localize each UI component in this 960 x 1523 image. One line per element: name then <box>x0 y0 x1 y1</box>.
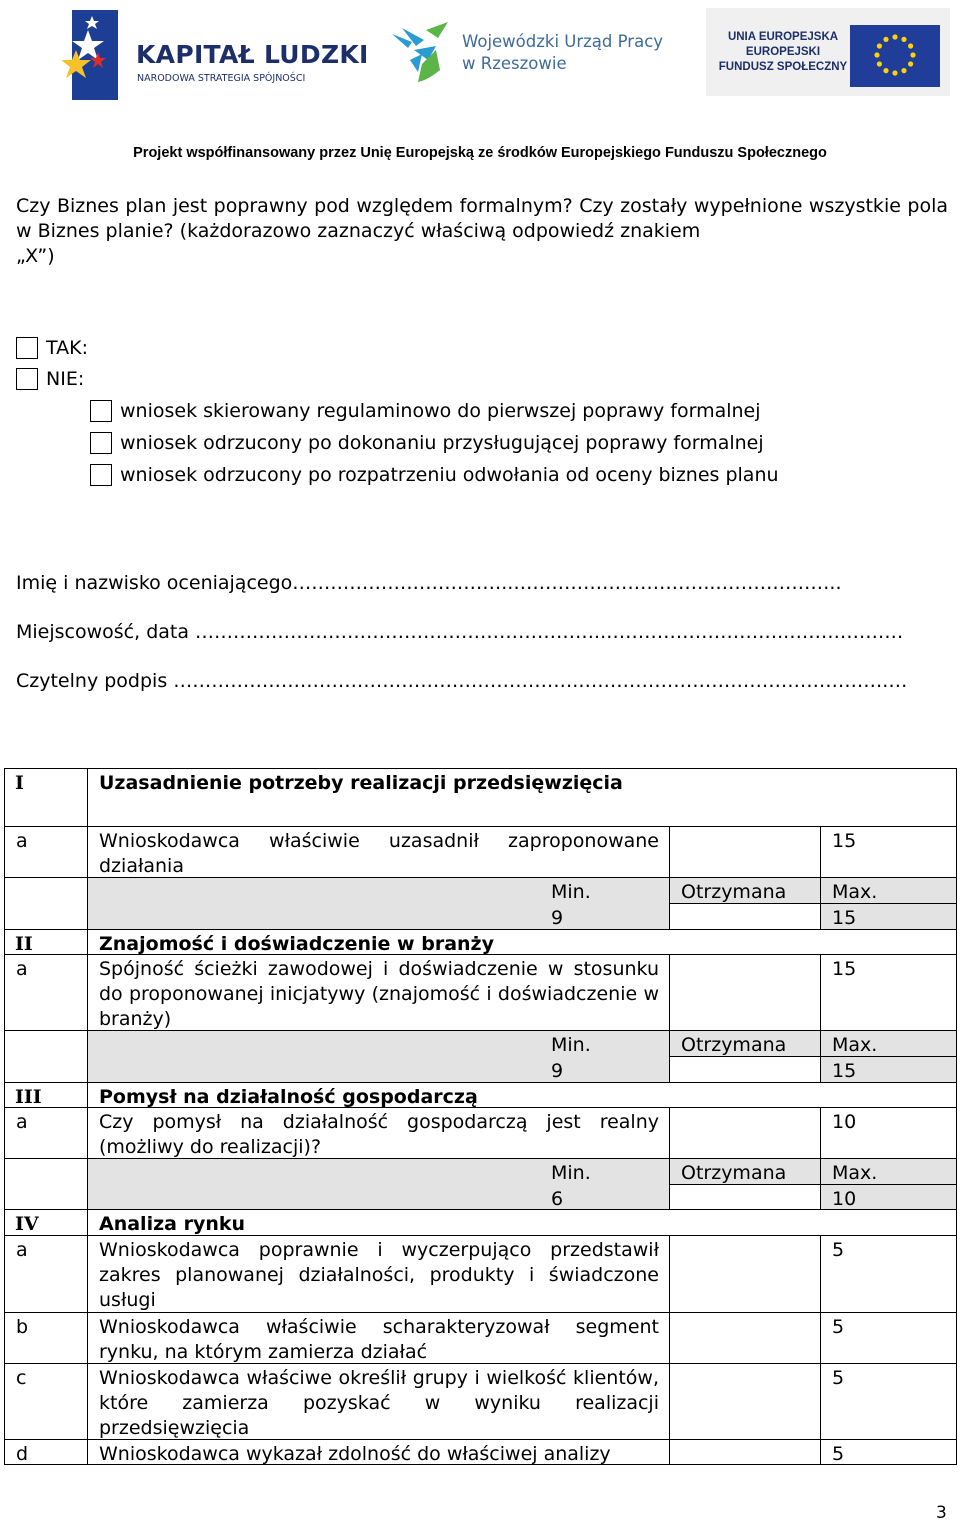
max-label: Max. <box>821 1031 957 1057</box>
option-no-label: NIE: <box>46 368 85 390</box>
wup-name-line1: Wojewódzki Urząd Pracy <box>462 32 664 51</box>
section-number: I <box>4 768 88 827</box>
criterion-letter: a <box>4 1108 88 1159</box>
wup-name-line2: w Rzeszowie <box>462 54 567 73</box>
kapital-ludzki-title: KAPITAŁ LUDZKI <box>136 40 369 69</box>
formal-question-end: „X”) <box>16 245 55 267</box>
score-min-block <box>88 1031 670 1083</box>
wup-bird-icon <box>388 20 458 86</box>
criterion-letter: a <box>4 955 88 1031</box>
criterion-max: 10 <box>821 1108 957 1159</box>
section-title: Znajomość i doświadczenie w branży <box>88 930 957 955</box>
criterion-max: 5 <box>821 1364 957 1440</box>
criterion-score-cell[interactable] <box>670 1440 821 1465</box>
score-min-block <box>88 1159 670 1210</box>
max-value: 15 <box>821 1057 957 1083</box>
eu-line1: UNIA EUROPEJSKA <box>727 31 839 43</box>
sub-option-label: wniosek skierowany regulaminowo do pierwszej poprawy formalnej <box>120 400 761 422</box>
checkbox-rejected-after-correction[interactable] <box>90 432 112 454</box>
option-yes[interactable] <box>16 335 88 361</box>
sub-option-rejected-after-correction[interactable] <box>90 430 764 456</box>
checkbox-yes[interactable] <box>16 337 38 359</box>
page-number: 3 <box>936 1503 947 1523</box>
empty-cell <box>4 1159 88 1210</box>
empty-cell <box>4 878 88 930</box>
section-title: Analiza rynku <box>88 1210 957 1236</box>
option-no[interactable] <box>16 366 84 392</box>
checkbox-no[interactable] <box>16 368 38 390</box>
criterion-text: Wnioskodawca właściwe określił grupy i wielkość klientów, które zamierza pozyskać w wyniku realizacji przedsięwzięcia <box>88 1364 670 1440</box>
section-number: III <box>4 1083 88 1108</box>
kapital-ludzki-subtitle: NARODOWA STRATEGIA SPÓJNOŚCI <box>137 73 306 84</box>
max-value: 10 <box>821 1185 957 1210</box>
sub-option-rejected-after-appeal[interactable] <box>90 462 779 488</box>
formal-question <box>16 194 948 269</box>
max-label: Max. <box>821 878 957 904</box>
kapital-ludzki-mark-icon <box>62 10 118 100</box>
criterion-max: 15 <box>821 955 957 1031</box>
section-title: Uzasadnienie potrzeby realizacji przedsięwzięcia <box>88 768 957 827</box>
sub-option-first-correction[interactable] <box>90 398 761 424</box>
criterion-max: 15 <box>821 827 957 878</box>
criterion-text: Wnioskodawca właściwie uzasadnił zaproponowane działania <box>88 827 670 878</box>
received-score-input[interactable] <box>670 904 821 930</box>
kapital-ludzki-logo <box>62 10 369 102</box>
section-title: Pomysł na działalność gospodarczą <box>88 1083 957 1108</box>
received-score-input[interactable] <box>670 1185 821 1210</box>
min-value: 9 <box>551 907 564 929</box>
option-yes-label: TAK: <box>46 337 88 359</box>
criterion-score-cell[interactable] <box>670 1108 821 1159</box>
received-label: Otrzymana <box>670 878 821 904</box>
min-value: 6 <box>551 1188 564 1210</box>
criterion-text: Spójność ścieżki zawodowej i doświadczenie w stosunku do proponowanej inicjatywy (znajomość i doświadczenie w branży) <box>88 955 670 1031</box>
min-label: Min. <box>551 1034 591 1056</box>
criterion-text: Wnioskodawca poprawnie i wyczerpująco przedstawił zakres planowanej działalności, produkty i świadczone usługi <box>88 1236 670 1313</box>
checkbox-rejected-after-appeal[interactable] <box>90 464 112 486</box>
place-date-field[interactable]: Miejscowość, data ………………………………………………………..………………………..……………… <box>16 621 904 643</box>
scoring-table <box>4 768 957 1471</box>
received-score-input[interactable] <box>670 1057 821 1083</box>
cofinancing-note: Projekt współfinansowany przez Unię Europejską ze środków Europejskiego Funduszu Społecznego <box>133 145 827 161</box>
sub-option-label: wniosek odrzucony po rozpatrzeniu odwołania od oceny biznes planu <box>120 464 779 486</box>
eu-line3: FUNDUSZ SPOŁECZNY <box>718 61 848 73</box>
min-label: Min. <box>551 1162 591 1184</box>
wup-name <box>462 31 682 75</box>
max-label: Max. <box>821 1159 957 1185</box>
criterion-text: Wnioskodawca wykazał zdolność do właściwej analizy <box>88 1440 670 1465</box>
score-min-block <box>88 878 670 930</box>
criterion-score-cell[interactable] <box>670 1236 821 1313</box>
criterion-text: Czy pomysł na działalność gospodarczą jest realny (możliwy do realizacji)? <box>88 1108 670 1159</box>
min-value: 9 <box>551 1060 564 1082</box>
criterion-letter: d <box>4 1440 88 1465</box>
evaluator-name-field[interactable]: Imię i nazwisko oceniającego……………………………..…………………………..……………….. <box>16 572 842 594</box>
min-label: Min. <box>551 881 591 903</box>
received-label: Otrzymana <box>670 1159 821 1185</box>
eu-flag-icon <box>850 25 940 87</box>
criterion-letter: c <box>4 1364 88 1440</box>
criterion-text: Wnioskodawca właściwie scharakteryzował segment rynku, na którym zamierza działać <box>88 1313 670 1364</box>
empty-cell <box>4 1031 88 1083</box>
criterion-score-cell[interactable] <box>670 955 821 1031</box>
sub-option-label: wniosek odrzucony po dokonaniu przysługującej poprawy formalnej <box>120 432 764 454</box>
received-label: Otrzymana <box>670 1031 821 1057</box>
section-number: IV <box>4 1210 88 1236</box>
eu-fund-text <box>718 30 848 75</box>
formal-question-text: Czy Biznes plan jest poprawny pod względem formalnym? Czy zostały wypełnione wszystkie pola w Biznes planie? (każdorazowo zaznaczyć właściwą odpowiedź znakiem <box>16 195 948 242</box>
eu-line2: EUROPEJSKI <box>745 46 821 58</box>
criterion-score-cell[interactable] <box>670 1364 821 1440</box>
max-value: 15 <box>821 904 957 930</box>
criterion-max: 5 <box>821 1236 957 1313</box>
criterion-letter: a <box>4 1236 88 1313</box>
eu-social-fund-logo <box>706 8 950 96</box>
criterion-max: 5 <box>821 1440 957 1465</box>
criterion-max: 5 <box>821 1313 957 1364</box>
wup-rzeszow-logo <box>388 20 678 90</box>
checkbox-first-correction[interactable] <box>90 400 112 422</box>
section-number: II <box>4 930 88 955</box>
criterion-letter: b <box>4 1313 88 1364</box>
criterion-letter: a <box>4 827 88 878</box>
criterion-score-cell[interactable] <box>670 827 821 878</box>
logo-header <box>0 0 960 110</box>
signature-field[interactable]: Czytelny podpis ……………………………………………………….………………………………………….… <box>16 670 908 692</box>
criterion-score-cell[interactable] <box>670 1313 821 1364</box>
